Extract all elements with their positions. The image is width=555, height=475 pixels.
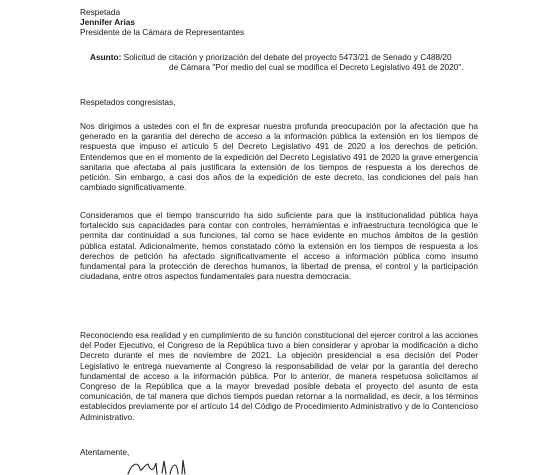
- paragraph-3: Reconociendo esa realidad y en cumplimiento de su función constitucional del ejercer control a las acciones del Poder Ejecutivo, el Congreso de la República tuvo a bien considerar y aprobar la modificación a dicho Decreto durante el mes de noviembre de 2021. La objeción presidencial a esa decisión del Poder Legislativo le entrega nuevamente al Congreso la responsabilidad de velar por la garantía del derecho fundamental de acceso a la información pública. Por lo anterior, de manera respetuosa solicitamos al Congreso de la República que a la mayor brevedad posible debata el proyecto del asunto de esta comunicación, de tal manera que dichos tiempos puedan retornar a la normalidad, es decir, a los términos establecidos previamente por el artículo 14 del Código de Procedimiento Administrativo y de lo Contencioso Administrativo.: [80, 330, 478, 422]
- recipient-position: Presidente de la Cámara de Representantes: [80, 27, 245, 37]
- closing: Atentamente,: [80, 447, 130, 457]
- subject-line-1: Solicitud de citación y priorización del debate del proyecto 5473/21 de Senado y C488/20: [123, 52, 452, 62]
- greeting: Respetados congresistas,: [80, 97, 176, 107]
- subject-label: Asunto:: [90, 52, 122, 62]
- subject-line-2: de Cámara "Por medio del cual se modifica el Decreto Legislativo 491 de 2020".: [169, 62, 464, 72]
- paragraph-2: Consideramos que el tiempo transcurrido ha sido suficiente para que la institucionalidad pública haya fortalecido sus capacidades para contar con controles, herramientas e infraestructura tecnológica que le permita dar continuidad a sus funciones, tal como se hace evidente en muchos ámbitos de la gestión pública estatal. Adicionalmente, hemos constatado cómo la extensión en los tiempos de respuesta a los derechos de petición ha afectado significativamente el acceso a información pública como insumo fundamental para la protección de derechos humanos, la libertad de prensa, el control y la participación ciudadana, entre otros aspectos fundamentales para nuestra democracia.: [80, 210, 478, 282]
- handwritten-signature: [126, 460, 196, 475]
- paragraph-1: Nos dirigimos a ustedes con el fin de expresar nuestra profunda preocupación por la afectación que ha generado en la garantía del derecho de acceso a la información pública la extensión en los tiempos de respuesta que impuso el artículo 5 del Decreto Legislativo 491 de 2020 a los derechos de petición. Entendemos que en el momento de la expedición del Decreto Legislativo 491 de 2020 la grave emergencia sanitaria que afectaba al país justificara la extensión de los tiempos de respuesta a los derechos de petición. Sin embargo, a casi dos años de la expedición de este decreto, las condiciones del país han cambiado significativamente.: [80, 121, 478, 193]
- subject-block: [90, 52, 490, 72]
- recipient-name: Jennifer Arias: [80, 17, 136, 27]
- salutation-line: Respetada: [80, 7, 121, 17]
